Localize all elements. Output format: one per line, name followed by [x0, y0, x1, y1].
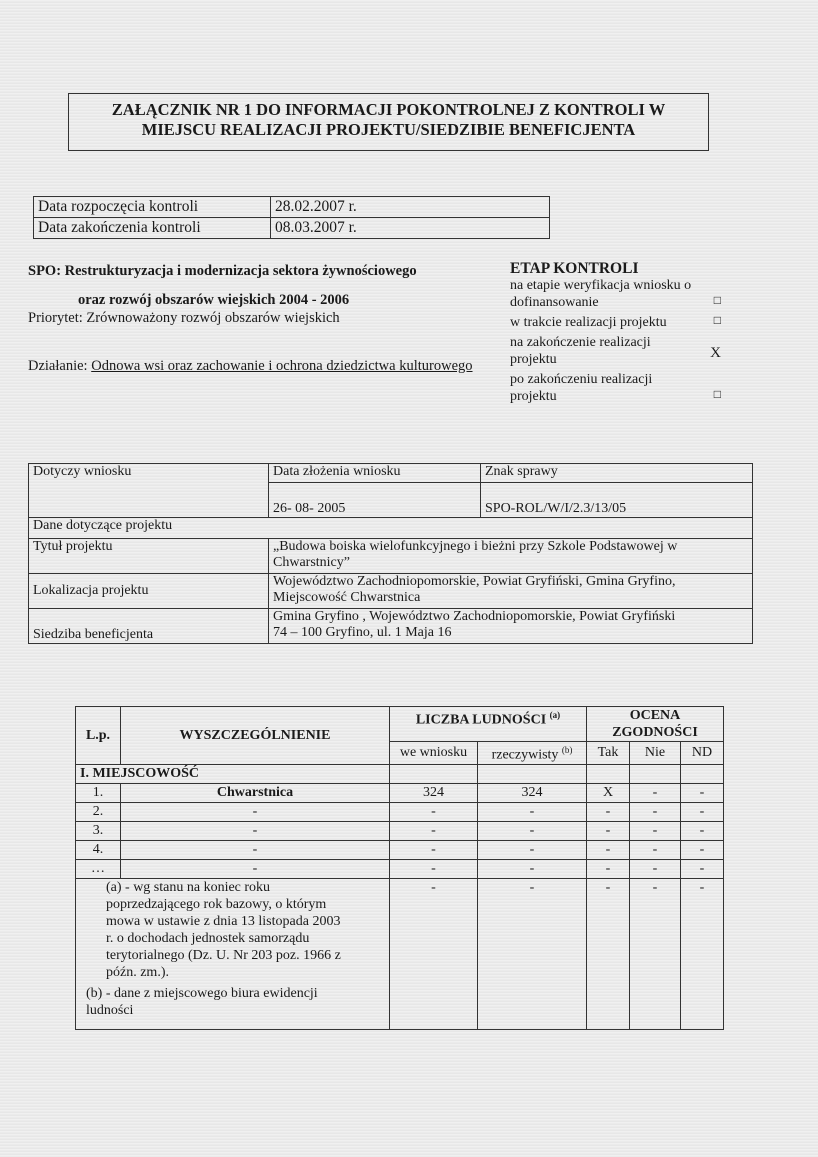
- etap-title: ETAP KONTROLI: [510, 260, 639, 277]
- spo-line2: oraz rozwój obszarów wiejskich 2004 - 2006: [78, 292, 350, 308]
- control-dates-table: [33, 196, 550, 239]
- section-row: [76, 764, 724, 783]
- dzialanie-label: Działanie:: [28, 358, 88, 374]
- start-date-row: [34, 197, 550, 218]
- document-title-line2: MIEJSCU REALIZACJI PROJEKTU/SIEDZIBIE BENEFICJENTA: [141, 120, 636, 139]
- table-row: 4. - - - - - -: [76, 840, 724, 859]
- section-miejscowosc: I. MIEJSCOWOŚĆ: [76, 764, 390, 783]
- wyszczegolnienie-header: WYSZCZEGÓLNIENIE: [121, 707, 390, 765]
- footnote-a: (a) - wg stanu na koniec roku poprzedzającego rok bazowy, o którym mowa w ustawie z dnia 13 listopada 2003 r. o dochodach jednostek samorządu terytorialnego (Dz. U. Nr 203 poz. 1966 z późn. zm.).: [106, 879, 341, 980]
- project-data-table: [28, 463, 753, 644]
- end-date-value: 08.03.2007 r.: [271, 218, 550, 239]
- checkbox-icon[interactable]: □: [713, 313, 721, 327]
- priorytet: [28, 309, 473, 327]
- footnote-b: (b) - dane z miejscowego biura ewidencji ludności: [86, 985, 318, 1018]
- footnote-row: (a) - wg stanu na koniec roku poprzedzającego rok bazowy, o którym mowa w ustawie z dnia 13 listopada 2003 r. o dochodach jednostek samorządu terytorialnego (Dz. U. Nr 203 poz. 1966 z późn. zm.). (b) - dane z miejscowego biura ewidencji ludności - - - - -: [76, 878, 724, 1029]
- program-info: [28, 262, 473, 375]
- etap-kontroli: [510, 260, 725, 405]
- end-date-label: Data zakończenia kontroli: [34, 218, 271, 239]
- dotyczy-label: Dotyczy wniosku: [29, 464, 269, 518]
- data-zlozenia-value: 26- 08- 2005: [269, 483, 481, 518]
- document-title-line1: ZAŁĄCZNIK NR 1 DO INFORMACJI POKONTROLNEJ Z KONTROLI W: [111, 100, 666, 119]
- table-row: 3. - - - - - -: [76, 821, 724, 840]
- lokalizacja-value: Województwo Zachodniopomorskie, Powiat Gryfiński, Gmina Gryfino, Miejscowość Chwarstnica: [269, 574, 753, 609]
- liczba-ludnosci-header: LICZBA LUDNOŚCI $^{(a)}$: [390, 707, 587, 742]
- table-row: … - - - - - -: [76, 859, 724, 878]
- nie-header: Nie: [630, 742, 681, 765]
- lokalizacja-label: Lokalizacja projektu: [29, 574, 269, 609]
- tytul-value: „Budowa boiska wielofunkcyjnego i bieżni przy Szkole Podstawowej w Chwarstnicy”: [269, 539, 753, 574]
- znak-sprawy-value: SPO-ROL/W/I/2.3/13/05: [481, 483, 753, 518]
- etap-option-po-zakonczeniu: po zakończeniu realizacji projektu □: [510, 372, 721, 404]
- footnotes: [76, 878, 390, 1029]
- priorytet-value: Zrównoważony rozwój obszarów wiejskich: [86, 310, 340, 326]
- tak-header: Tak: [587, 742, 630, 765]
- dzialanie-value: Odnowa wsi oraz zachowanie i ochrona dziedzictwa kulturowego: [91, 358, 473, 374]
- end-date-row: [34, 218, 550, 239]
- document-title-box: [68, 93, 709, 151]
- siedziba-value: Gmina Gryfino , Województwo Zachodniopomorskie, Powiat Gryfiński 74 – 100 Gryfino, ul. 1 Maja 16: [269, 609, 753, 644]
- data-zlozenia-label: Data złożenia wniosku: [269, 464, 481, 483]
- checkbox-icon[interactable]: □: [713, 293, 721, 307]
- siedziba-label: Siedziba beneficjenta: [29, 609, 269, 644]
- checkbox-icon[interactable]: □: [713, 387, 721, 401]
- table-row: 1. Chwarstnica 324 324 X - -: [76, 783, 724, 802]
- start-date-value: 28.02.2007 r.: [271, 197, 550, 218]
- znak-sprawy-label: Znak sprawy: [481, 464, 753, 483]
- dzialanie: [28, 357, 473, 375]
- etap-option-zakonczenie: na zakończenie realizacji projektu X: [510, 335, 721, 367]
- rzeczywisty-header: rzeczywisty $^{(b)}$: [478, 742, 587, 765]
- etap-option-weryfikacja: na etapie weryfikacja wniosku o dofinansowanie □: [510, 278, 721, 310]
- nd-header: ND: [681, 742, 724, 765]
- priorytet-label: Priorytet:: [28, 310, 83, 326]
- spo-line1: SPO: Restrukturyzacja i modernizacja sektora żywnościowego: [28, 263, 417, 279]
- etap-option-trakcie: w trakcie realizacji projektu □: [510, 313, 721, 330]
- we-wniosku-header: we wniosku: [390, 742, 478, 765]
- tytul-label: Tytuł projektu: [29, 539, 269, 574]
- dane-projektu-label: Dane dotyczące projektu: [29, 518, 753, 539]
- checked-x-icon[interactable]: X: [710, 345, 721, 361]
- table-row: 2. - - - - - -: [76, 802, 724, 821]
- start-date-label: Data rozpoczęcia kontroli: [34, 197, 271, 218]
- ocena-zgodnosci-header: OCENA ZGODNOŚCI: [587, 707, 724, 742]
- population-table: [75, 706, 724, 1030]
- lp-header: L.p.: [76, 707, 121, 765]
